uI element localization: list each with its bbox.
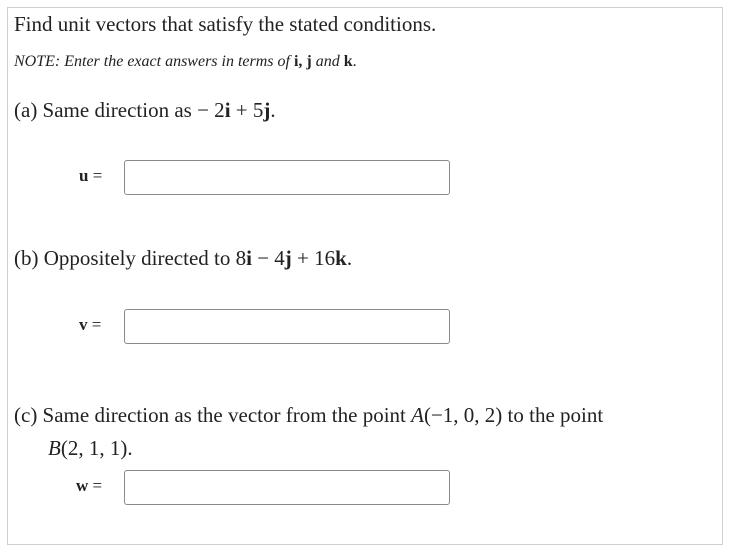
answer-input-w[interactable] bbox=[124, 470, 450, 505]
note-end: . bbox=[352, 53, 357, 70]
part-b-end: . bbox=[346, 246, 353, 270]
answer-input-v[interactable] bbox=[124, 309, 450, 344]
eq-w: = bbox=[88, 476, 103, 495]
answer-input-u[interactable] bbox=[124, 160, 450, 195]
point-b-coords: (2, 1, 1) bbox=[60, 436, 128, 460]
var-v: v bbox=[79, 315, 88, 334]
point-b-label: B bbox=[48, 436, 61, 460]
part-c-prompt bbox=[14, 399, 603, 465]
part-b-minus: − 4 bbox=[251, 246, 285, 270]
part-b-i: i bbox=[246, 246, 252, 270]
var-u: u bbox=[79, 166, 89, 185]
part-c-text-2: to the point bbox=[502, 403, 604, 427]
note-last: k bbox=[343, 53, 353, 70]
part-a-plus: + 5 bbox=[230, 98, 264, 122]
part-a-j: j bbox=[263, 98, 271, 122]
part-a-i: i bbox=[224, 98, 231, 122]
answer-label-v bbox=[79, 315, 101, 335]
part-c-end: . bbox=[127, 436, 133, 460]
part-c-line-1 bbox=[14, 399, 603, 432]
note-vars: i, j bbox=[293, 53, 312, 70]
part-b-j: j bbox=[284, 246, 292, 270]
part-b-plus: + 16 bbox=[291, 246, 336, 270]
question-title: Find unit vectors that satisfy the stated conditions. bbox=[14, 12, 437, 36]
part-a-end: . bbox=[270, 98, 276, 122]
part-b-prompt bbox=[14, 246, 352, 271]
eq-v: = bbox=[87, 315, 102, 334]
part-b-text: (b) Oppositely directed to 8 bbox=[14, 246, 247, 270]
note-prefix: NOTE: Enter the exact answers in terms of bbox=[14, 53, 294, 70]
answer-label-w bbox=[76, 476, 102, 496]
part-a-text: (a) Same direction as − 2 bbox=[14, 98, 225, 122]
note-text bbox=[14, 53, 357, 71]
note-conj: and bbox=[311, 53, 344, 70]
point-a-label: A bbox=[411, 403, 424, 427]
eq-u: = bbox=[88, 166, 103, 185]
part-c-line-2 bbox=[14, 432, 603, 465]
answer-label-u bbox=[79, 166, 102, 186]
part-b-k: k bbox=[335, 246, 347, 270]
part-c-text: (c) Same direction as the vector from the point bbox=[14, 403, 412, 427]
part-a-prompt bbox=[14, 98, 276, 123]
point-a-coords: (−1, 0, 2) bbox=[423, 403, 503, 427]
var-w: w bbox=[76, 476, 89, 495]
